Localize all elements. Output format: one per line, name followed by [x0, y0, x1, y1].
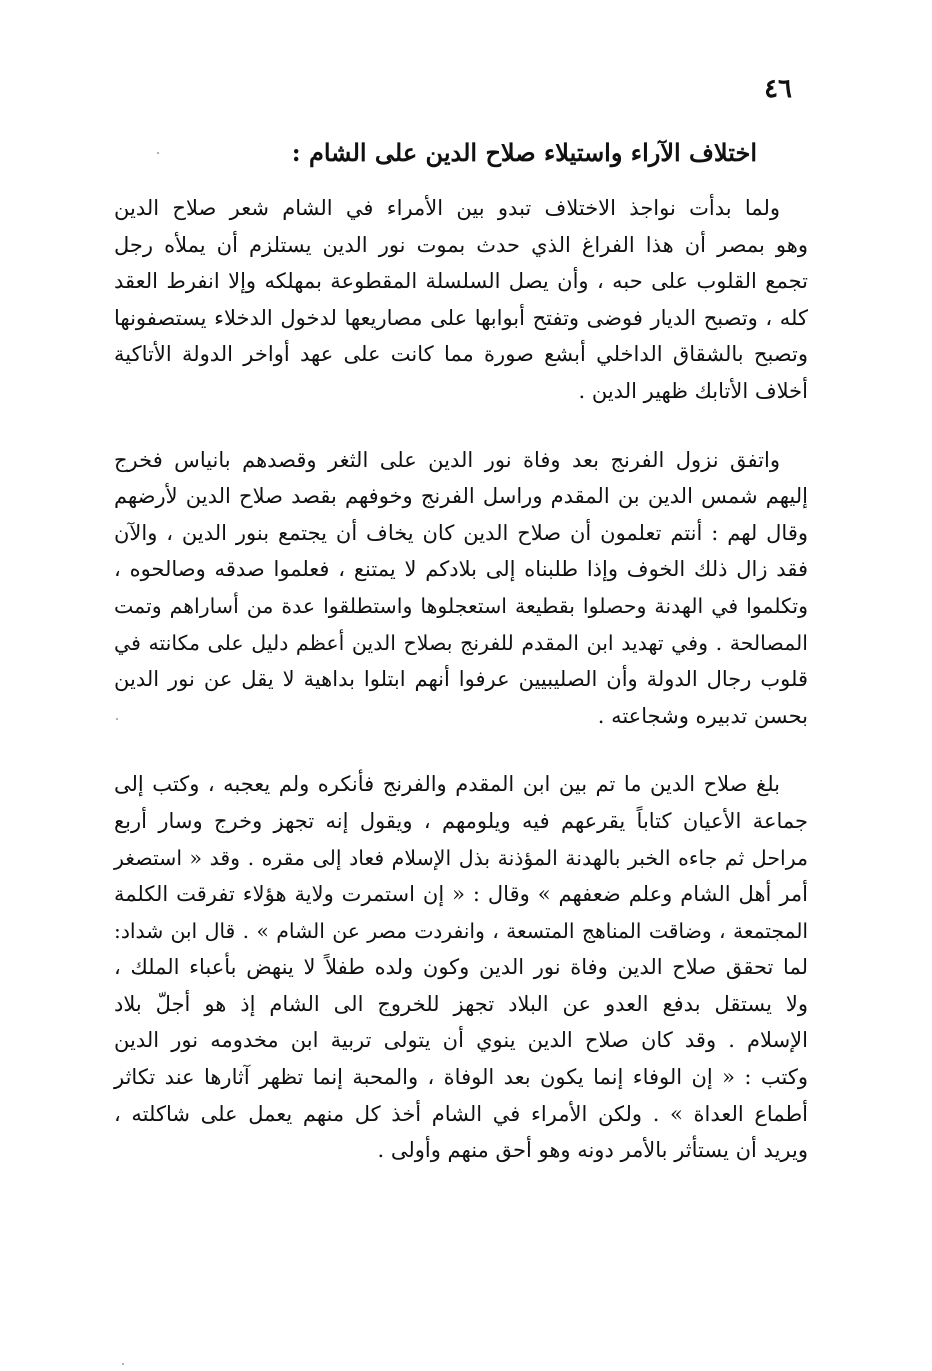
text-line: المصالحة . وفي تهديد ابن المقدم للفرنج بصلاح الدين أعظم دليل على مكانته في [114, 630, 808, 655]
text-line: كله ، وتصبح الديار فوضى وتفتح أبوابها على مصاريعها لدخول الدخلاء يستصفونها [114, 305, 808, 330]
paragraph-1 [114, 190, 808, 410]
scan-speck [116, 718, 118, 720]
text-line: أخلاف الأتابك ظهير الدين . [578, 378, 808, 403]
text-line: فقد زال ذلك الخوف وإذا طلبناه إلى بلادكم لا يمتنع ، فعلموا صدقه وصالحوه ، [114, 557, 808, 582]
text-line: وقال لهم : أنتم تعلمون أن صلاح الدين كان يخاف أن يجتمع بنور الدين ، والآن [114, 520, 808, 545]
text-line: قلوب رجال الدولة وأن الصليبيين عرفوا أنهم ابتلوا بداهية لا يقل عن نور الدين [114, 667, 808, 692]
text-line: المجتمعة ، وضاقت المناهج المتسعة ، وانفردت مصر عن الشام » . قال ابن شداد: [114, 918, 808, 943]
section-title: اختلاف الآراء واستيلاء صلاح الدين على الشام : [291, 138, 757, 167]
text-line: وتكلموا في الهدنة وحصلوا بقطيعة استعجلوها واستطلقوا عدة من أساراهم وتمت [114, 593, 808, 618]
text-line: ولا يستقل بدفع العدو عن البلاد تجهز للخروج الى الشام إذ هو أجلّ بلاد [114, 991, 808, 1016]
text-line: وهو بمصر أن هذا الفراغ الذي حدث بموت نور الدين يستلزم أن يملأه رجل [114, 232, 808, 257]
text-line: لما تحقق صلاح الدين وفاة نور الدين وكون ولده طفلاً لا ينهض بأعباء الملك ، [114, 955, 808, 980]
text-line: ولما بدأت نواجذ الاختلاف تبدو بين الأمراء في الشام شعر صلاح الدين [114, 196, 780, 220]
text-line: أطماع العداة » . ولكن الأمراء في الشام أخذ كل منهم يعمل على شاكلته ، [114, 1101, 808, 1126]
text-line: وكتب : « إن الوفاء إنما يكون بعد الوفاة ، والمحبة إنما تظهر آثارها عند تكاثر [114, 1065, 808, 1090]
paragraph-2 [114, 442, 808, 735]
text-line: وتصبح بالشقاق الداخلي أبشع صورة مما كانت على عهد أواخر الدولة الأتاكية [114, 342, 808, 367]
body-text [114, 190, 808, 1201]
text-line: بحسن تدبيره وشجاعته . [597, 703, 808, 728]
text-line: واتفق نزول الفرنج بعد وفاة نور الدين على الثغر وقصدهم بانياس فخرج [114, 447, 780, 472]
text-line: أمر أهل الشام وعلم ضعفهم » وقال : « إن استمرت ولاية هؤلاء تفرقت الكلمة [114, 882, 808, 907]
text-line: جماعة الأعيان كتاباً يقرعهم فيه ويلومهم ، ويقول إنه تجهز وخرج وسار أربع [114, 808, 808, 833]
paragraph-3 [114, 766, 808, 1169]
page-number: ٤٦ [764, 74, 792, 104]
scan-speck [122, 1363, 124, 1365]
text-line: الإسلام . وقد كان صلاح الدين ينوي أن يتولى تربية ابن مخدومه نور الدين [114, 1028, 808, 1053]
text-line: إليهم شمس الدين بن المقدم وراسل الفرنج وخوفهم بقصد صلاح الدين لأرضهم [114, 484, 808, 509]
text-line: مراحل ثم جاءه الخبر بالهدنة المؤذنة بذل الإسلام فعاد إلى مقره . وقد « استصغر [114, 845, 808, 870]
text-line: تجمع القلوب على حبه ، وأن يصل السلسلة المقطوعة بمهلكه وإلا انفرط العقد [114, 269, 808, 294]
text-line: ويريد أن يستأثر بالأمر دونه وهو أحق منهم وأولى . [377, 1138, 808, 1163]
text-line: بلغ صلاح الدين ما تم بين ابن المقدم والفرنج فأنكره ولم يعجبه ، وكتب إلى [114, 772, 780, 797]
scan-speck [157, 152, 159, 154]
